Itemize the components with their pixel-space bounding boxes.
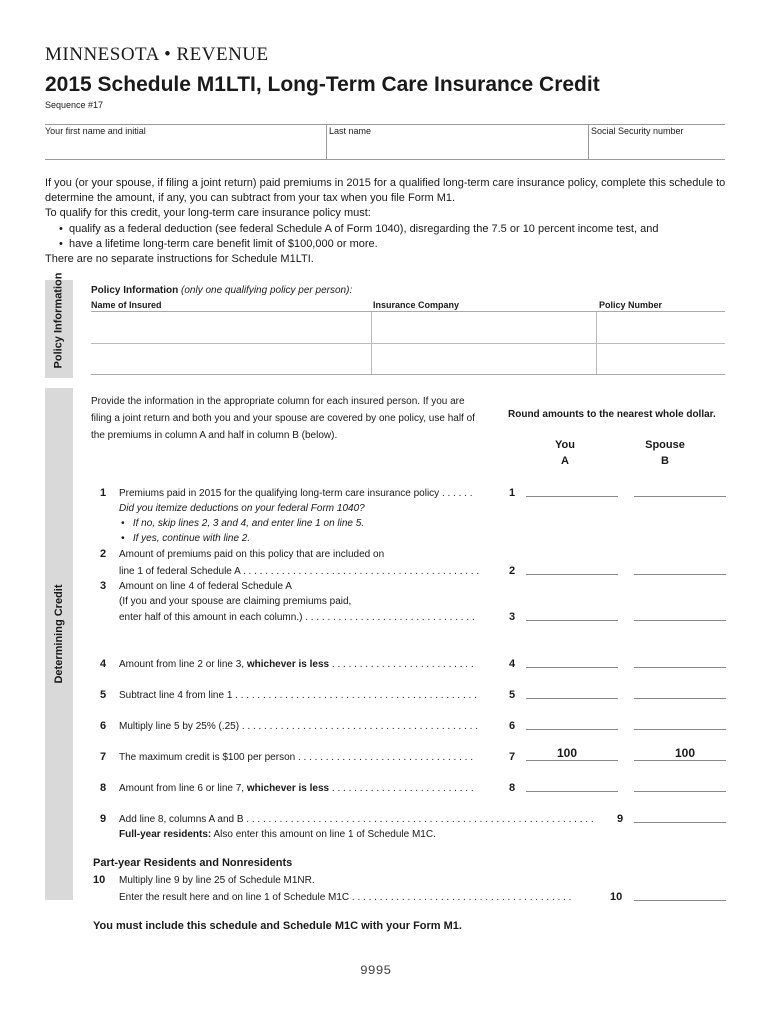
intro-paragraph: There are no separate instructions for Schedule M1LTI. xyxy=(45,253,314,266)
line-9-note: Full-year residents: Also enter this amount on line 1 of Schedule M1C. xyxy=(119,829,436,840)
policy-table xyxy=(91,311,725,375)
footer-note: You must include this schedule and Schedule M1C with your Form M1. xyxy=(93,920,462,932)
line-5-text: Subtract line 4 from line 1 . . . . . . . . . . . . . . . . . . . . . . . . . . . . . . . . . . . . . . . . . . . . xyxy=(119,690,477,701)
line-1-text: Premiums paid in 2015 for the qualifying long-term care insurance policy . . . . . . xyxy=(119,488,473,499)
line-number: 5 xyxy=(100,689,107,701)
line-8-col-a-input[interactable] xyxy=(526,791,618,792)
policy-side-label: Policy Information xyxy=(52,272,65,369)
last-name-field[interactable] xyxy=(329,125,587,160)
line-7-col-b-value: 100 xyxy=(674,746,696,760)
line-8-text: Amount from line 6 or line 7, whichever is less . . . . . . . . . . . . . . . . . . . . . . . . . . xyxy=(119,783,474,794)
line-7-col-b-underline xyxy=(634,760,726,761)
line-3-col-b-input[interactable] xyxy=(634,620,726,621)
line-6-col-b-input[interactable] xyxy=(634,729,726,730)
line-number: 7 xyxy=(100,751,107,763)
divider xyxy=(326,125,327,159)
line-7-text: The maximum credit is $100 per person . . . . . . . . . . . . . . . . . . . . . . . . . . . . . . . . xyxy=(119,752,473,763)
line-10-text-b: Enter the result here and on line 1 of Schedule M1C . . . . . . . . . . . . . . . . . . . . . . . . . . . . . . . . . . . . . . . . xyxy=(119,892,572,903)
col-b-title: Spouse xyxy=(645,439,685,451)
ssn-label: Social Security number xyxy=(591,126,684,136)
line-8-col-b-input[interactable] xyxy=(634,791,726,792)
line-3-text-c: enter half of this amount in each column.) . . . . . . . . . . . . . . . . . . . . . . . . . . . . . . . xyxy=(119,612,475,623)
line-10-input[interactable] xyxy=(634,900,726,901)
line-number: 2 xyxy=(100,548,107,560)
line-number: 1 xyxy=(509,487,516,499)
col-policy-number-header: Policy Number xyxy=(599,300,663,310)
line-3-col-a-input[interactable] xyxy=(526,620,618,621)
col-b-letter: B xyxy=(661,455,669,467)
name-fields xyxy=(45,124,725,160)
policy-heading: Policy Information (only one qualifying policy per person): xyxy=(91,285,353,296)
line-1-col-a-input[interactable] xyxy=(526,496,618,497)
credit-instructions: Provide the information in the appropriate column for each insured person. If you are filing a joint return and both you and your spouse are covered by one policy, use half of the premiums in column A and half in column B (below). xyxy=(91,396,475,441)
sequence-number: Sequence #17 xyxy=(45,100,104,110)
line-7-col-a-underline xyxy=(526,760,618,761)
line-number: 1 xyxy=(100,487,107,499)
col-company-header: Insurance Company xyxy=(373,300,460,310)
line-number: 3 xyxy=(509,611,516,623)
line-1-no-option: • If no, skip lines 2, 3 and 4, and enter line 1 on line 5. xyxy=(121,518,365,529)
line-6-text: Multiply line 5 by 25% (.25) . . . . . . . . . . . . . . . . . . . . . . . . . . . . . . . . . . . . . . . . . . . xyxy=(119,721,478,732)
form-code: 9995 xyxy=(360,963,392,978)
line-1-col-b-input[interactable] xyxy=(634,496,726,497)
line-9-text: Add line 8, columns A and B . . . . . . . . . . . . . . . . . . . . . . . . . . . . . . . . . . . . . . . . . . . . . . . . . . . . . . . . . . . . . . . xyxy=(119,814,594,825)
line-number: 8 xyxy=(100,782,107,794)
line-1-yes-option: • If yes, continue with line 2. xyxy=(121,533,251,544)
line-4-col-a-input[interactable] xyxy=(526,667,618,668)
line-6-col-a-input[interactable] xyxy=(526,729,618,730)
line-number: 2 xyxy=(509,565,516,577)
insured-name-input-1[interactable] xyxy=(91,312,371,343)
line-number: 10 xyxy=(610,891,623,903)
line-2-col-a-input[interactable] xyxy=(526,574,618,575)
intro-paragraph: To qualify for this credit, your long-term care insurance policy must: xyxy=(45,207,371,220)
policy-number-input-1[interactable] xyxy=(597,312,725,343)
partyear-heading: Part-year Residents and Nonresidents xyxy=(93,857,293,869)
line-number: 7 xyxy=(509,751,516,763)
insurance-company-input-1[interactable] xyxy=(372,312,596,343)
last-name-label: Last name xyxy=(329,126,372,136)
line-2-text-b: line 1 of federal Schedule A . . . . . . . . . . . . . . . . . . . . . . . . . . . . . . . . . . . . . . . . . . . xyxy=(119,566,480,577)
line-3-text-b: (If you and your spouse are claiming premiums paid, xyxy=(119,596,352,607)
line-number: 6 xyxy=(509,720,516,732)
line-number: 9 xyxy=(100,813,107,825)
line-3-text-a: Amount on line 4 of federal Schedule A xyxy=(119,581,292,592)
ssn-field[interactable] xyxy=(591,125,725,160)
line-number: 4 xyxy=(509,658,516,670)
line-number: 10 xyxy=(93,874,106,886)
line-number: 3 xyxy=(100,580,107,592)
col-a-letter: A xyxy=(561,455,569,467)
insured-name-input-2[interactable] xyxy=(91,344,371,374)
line-number: 4 xyxy=(100,658,107,670)
line-10-text-a: Multiply line 9 by line 25 of Schedule M1NR. xyxy=(119,875,315,886)
divider xyxy=(588,125,589,159)
bullet-item: • have a lifetime long-term care benefit limit of $100,000 or more. xyxy=(59,237,378,250)
col-a-title: You xyxy=(555,439,575,451)
policy-number-input-2[interactable] xyxy=(597,344,725,374)
line-7-col-a-value: 100 xyxy=(556,746,578,760)
bullet-item: • qualify as a federal deduction (see federal Schedule A of Form 1040), disregarding the 7.5 or 10 percent income test, and xyxy=(59,222,659,235)
first-name-label: Your first name and initial xyxy=(45,126,146,136)
line-2-col-b-input[interactable] xyxy=(634,574,726,575)
line-4-col-b-input[interactable] xyxy=(634,667,726,668)
insurance-company-input-2[interactable] xyxy=(372,344,596,374)
line-1-question: Did you itemize deductions on your federal Form 1040? xyxy=(119,503,365,514)
line-5-col-b-input[interactable] xyxy=(634,698,726,699)
line-number: 6 xyxy=(100,720,107,732)
line-number: 5 xyxy=(509,689,516,701)
line-9-input[interactable] xyxy=(634,822,726,823)
credit-side-label: Determining Credit xyxy=(53,584,65,684)
policy-side-tab xyxy=(45,272,73,378)
intro-text xyxy=(45,176,735,267)
page-title: 2015 Schedule M1LTI, Long-Term Care Insurance Credit xyxy=(45,73,600,96)
line-4-text: Amount from line 2 or line 3, whichever is less . . . . . . . . . . . . . . . . . . . . . . . . . . xyxy=(119,659,474,670)
round-note: Round amounts to the nearest whole dollar. xyxy=(508,409,716,420)
line-2-text-a: Amount of premiums paid on this policy that are included on xyxy=(119,549,385,560)
line-number: 8 xyxy=(509,782,516,794)
first-name-field[interactable] xyxy=(45,125,325,160)
credit-side-tab xyxy=(45,388,73,900)
col-insured-header: Name of Insured xyxy=(91,300,162,310)
line-number: 9 xyxy=(617,813,624,825)
line-5-col-a-input[interactable] xyxy=(526,698,618,699)
intro-paragraph: If you (or your spouse, if filing a joint return) paid premiums in 2015 for a qualified long-term care insurance policy, complete this schedule to determine the amount, if any, you can subtract from your tax when you file Form M1. xyxy=(45,177,726,205)
agency-name: MINNESOTA • REVENUE xyxy=(45,44,269,65)
